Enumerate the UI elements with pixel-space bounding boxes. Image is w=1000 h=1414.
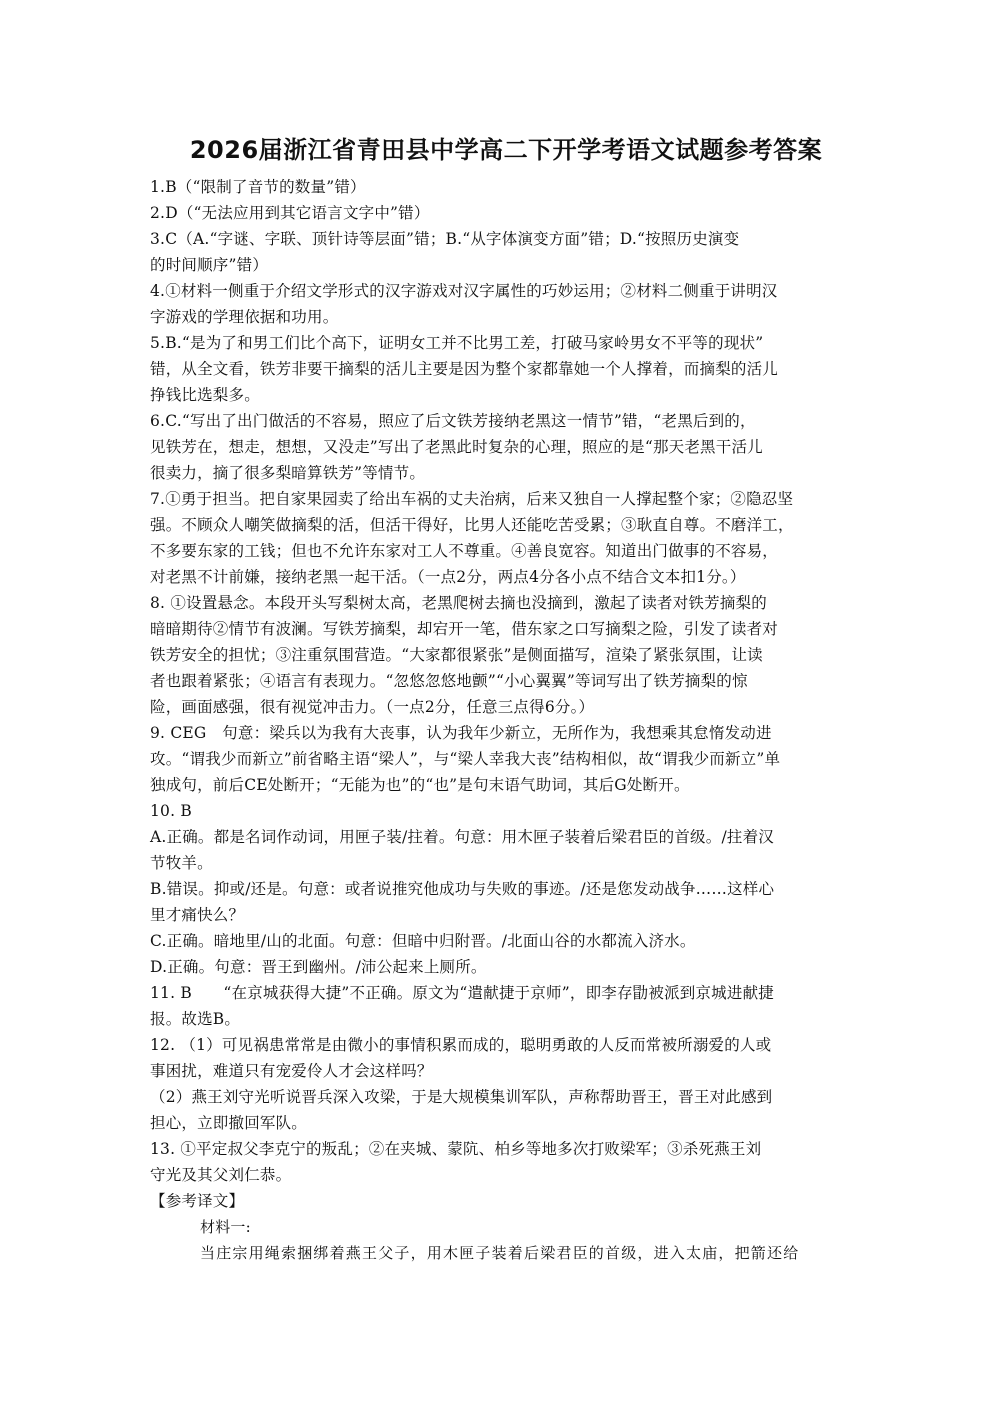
text-line: 很卖力，摘了很多梨暗算铁芳”等情节。 <box>150 464 426 482</box>
text-line: 12. （1）可见祸患常常是由微小的事情积累而成的，聪明勇敢的人反而常被所溺爱的人或 <box>150 1036 772 1054</box>
text-line: 担心，立即撤回军队。 <box>150 1114 308 1132</box>
text-line: 11. B “在京城获得大捷”不正确。原文为“遣献捷于京师”，即李存勖被派到京城进献捷 <box>150 984 774 1002</box>
text-line: 3.C（A.“字谜、字联、顶针诗等层面”错；B.“从字体演变方面”错；D.“按照历史演变 <box>150 230 740 248</box>
text-line: 独成句，前后CE处断开；“无能为也”的“也”是句末语气助词，其后G处断开。 <box>150 776 690 794</box>
text-line: 5.B.“是为了和男工们比个高下，证明女工并不比男工差，打破马家岭男女不平等的现状” <box>150 334 764 352</box>
text-line: 字游戏的学理依据和功用。 <box>150 308 339 326</box>
text-line: （2）燕王刘守光听说晋兵深入攻梁，于是大规模集训军队，声称帮助晋王，晋王对此感到 <box>150 1088 773 1106</box>
text-line: 报。故选B。 <box>150 1010 241 1028</box>
text-line: 8. ①设置悬念。本段开头写梨树太高，老黑爬树去摘也没摘到，激起了读者对铁芳摘梨的 <box>150 594 767 612</box>
text-line: B.错误。抑或/还是。句意：或者说推究他成功与失败的事迹。/还是您发动战争……这样心 <box>150 880 775 898</box>
text-line: 9. CEG 句意：梁兵以为我有大丧事，认为我年少新立，无所作为，我想乘其怠惰发动进 <box>150 724 772 742</box>
text-line: 不多要东家的工钱；但也不允许东家对工人不尊重。④善良宽容。知道出门做事的不容易， <box>150 542 779 560</box>
text-line: D.正确。句意：晋王到幽州。/沛公起来上厕所。 <box>150 958 487 976</box>
text-line: 事困扰，难道只有宠爱伶人才会这样吗？ <box>150 1062 433 1080</box>
text-line: 错，从全文看，铁芳非要干摘梨的活儿主要是因为整个家都靠她一个人撑着，而摘梨的活儿 <box>150 360 779 378</box>
translation-line: 当庄宗用绳索捆绑着燕王父子，用木匣子装着后梁君臣的首级，进入太庙，把箭还给 <box>200 1244 800 1262</box>
text-line: 强。不顾众人嘲笑做摘梨的活，但活干得好，比男人还能吃苦受累；③耿直自尊。不磨洋工， <box>150 516 794 534</box>
text-line: 攻。“谓我少而新立”前省略主语“梁人”，与“梁人幸我大丧”结构相似，故“谓我少而新立”单 <box>150 750 781 768</box>
text-line: 对老黑不计前嫌，接纳老黑一起干活。（一点2分，两点4分各小点不结合文本扣1分。） <box>150 568 746 586</box>
text-line: 险，画面感强，很有视觉冲击力。（一点2分，任意三点得6分。） <box>150 698 595 716</box>
text-line: 见铁芳在，想走，想想，又没走”写出了老黑此时复杂的心理，照应的是“那天老黑干活儿 <box>150 438 763 456</box>
text-line: 的时间顺序”错） <box>150 256 269 274</box>
text-line: 2.D（“无法应用到其它语言文字中”错） <box>150 204 430 222</box>
text-line: 7.①勇于担当。把自家果园卖了给出车祸的丈夫治病，后来又独自一人撑起整个家；②隐忍坚 <box>150 490 794 508</box>
text-line: 13. ①平定叔父李克宁的叛乱；②在夹城、蒙阬、柏乡等地多次打败梁军；③杀死燕王刘 <box>150 1140 762 1158</box>
answer-key-page <box>150 128 862 1266</box>
text-line: 守光及其父刘仁恭。 <box>150 1166 292 1184</box>
text-line: 挣钱比选梨多。 <box>150 386 260 404</box>
text-line: 10. B <box>150 802 192 820</box>
text-line: 4.①材料一侧重于介绍文学形式的汉字游戏对汉字属性的巧妙运用；②材料二侧重于讲明汉 <box>150 282 778 300</box>
text-line: C.正确。暗地里/山的北面。句意：但暗中归附晋。/北面山谷的水都流入济水。 <box>150 932 696 950</box>
material-label: 材料一: <box>200 1218 251 1236</box>
text-line: 里才痛快么？ <box>150 906 245 924</box>
section-heading: 【参考译文】 <box>150 1192 245 1210</box>
text-line: A.正确。都是名词作动词，用匣子装/拄着。句意：用木匣子装着后梁君臣的首级。/拄着汉 <box>150 828 774 846</box>
text-line: 暗暗期待②情节有波澜。写铁芳摘梨，却宕开一笔，借东家之口写摘梨之险，引发了读者对 <box>150 620 779 638</box>
document-title: 2026届浙江省青田县中学高二下开学考语文试题参考答案 <box>189 136 823 164</box>
text-line: 者也跟着紧张；④语言有表现力。“忽悠忽悠地颤”“小心翼翼”等词写出了铁芳摘梨的惊 <box>150 672 748 690</box>
text-line: 6.C.“写出了出门做活的不容易，照应了后文铁芳接纳老黑这一情节”错，“老黑后到的， <box>150 412 756 430</box>
text-line: 节牧羊。 <box>150 854 213 872</box>
text-line: 1.B（“限制了音节的数量”错） <box>150 178 366 196</box>
text-line: 铁芳安全的担忧；③注重氛围营造。“大家都很紧张”是侧面描写，渲染了紧张氛围，让读 <box>150 646 763 664</box>
